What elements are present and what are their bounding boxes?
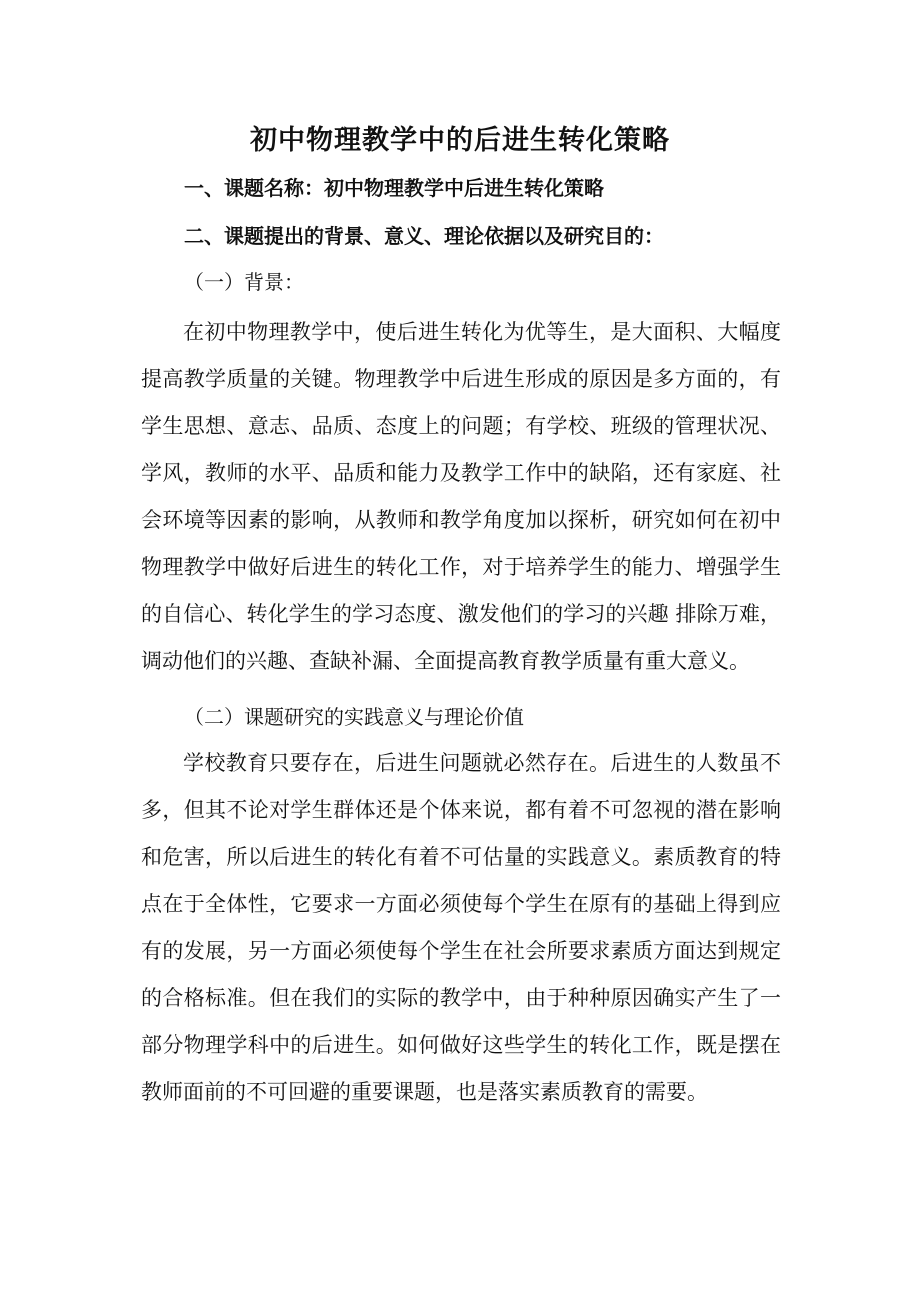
- section-background-paragraph: 在初中物理教学中，使后进生转化为优等生，是大面积、大幅度提高教学质量的关键。物理教学中后进生形成的原因是多方面的，有学生思想、意志、品质、态度上的问题；有学校、班级的管理状况、学风，教师的水平、品质和能力及教学工作中的缺陷，还有家庭、社会环境等因素的影响，从教师和教学角度加以探析，研究如何在初中物理教学中做好后进生的转化工作，对于培养学生的能力、增强学生的自信心、转化学生的学习态度、激发他们的学习的兴趣 排除万难，调动他们的兴趣、查缺补漏、全面提高教育教学质量有重大意义。: [141, 320, 781, 673]
- section-background-label: （一）背景：: [184, 270, 304, 294]
- section-significance-paragraph: 学校教育只要存在，后进生问题就必然存在。后进生的人数虽不多，但其不论对学生群体还是个体来说，都有着不可忽视的潜在影响和危害，所以后进生的转化有着不可估量的实践意义。素质教育的特点在于全体性，它要求一方面必须使每个学生在原有的基础上得到应有的发展，另一方面必须使每个学生在社会所要求素质方面达到规定的合格标准。但在我们的实际的教学中，由于种种原因确实产生了一部分物理学科中的后进生。如何做好这些学生的转化工作，既是摆在教师面前的不可回避的重要课题，也是落实素质教育的需要。: [141, 751, 781, 1104]
- heading-background-purpose: 二、课题提出的背景、意义、理论依据以及研究目的：: [184, 224, 664, 248]
- section-significance-label: （二）课题研究的实践意义与理论价值: [184, 705, 524, 729]
- document-title: 初中物理教学中的后进生转化策略: [250, 125, 670, 156]
- heading-topic-name: 一、课题名称：初中物理教学中后进生转化策略: [184, 176, 604, 200]
